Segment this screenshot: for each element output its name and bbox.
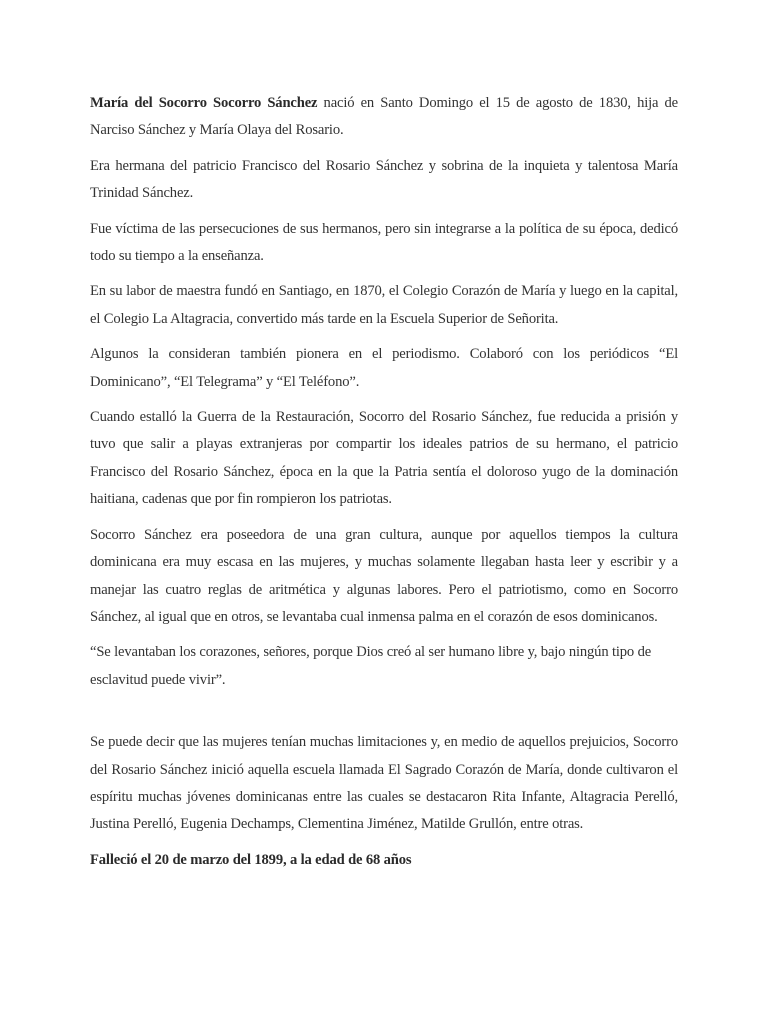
paragraph-restoration-war: Cuando estalló la Guerra de la Restauración, Socorro del Rosario Sánchez, fue reducida a prisión y tuvo que salir a playas extranjeras por compartir los ideales patrios de su hermano, el patricio Francisco del Rosario Sánchez, época en la que la Patria sentía el doloroso yugo de la dominación haitiana, cadenas que por fin rompieron los patriotas.	[90, 409, 678, 508]
paragraph-journalism: Algunos la consideran también pionera en el periodismo. Colaboró con los periódicos “El Dominicano”, “El Telegrama” y “El Teléfono”.	[90, 346, 678, 390]
paragraph-schools: En su labor de maestra fundó en Santiago, en 1870, el Colegio Corazón de María y luego en la capital, el Colegio La Altagracia, convertido más tarde en la Escuela Superior de Señorita.	[90, 283, 678, 327]
subject-name: María del Socorro Socorro Sánchez	[90, 95, 318, 111]
paragraph-sagrado-corazon: Se puede decir que las mujeres tenían muchas limitaciones y, en medio de aquellos prejuicios, Socorro del Rosario Sánchez inició aquella escuela llamada El Sagrado Corazón de María, donde cultivaron el espíritu muchas jóvenes dominicanas entre las cuales se destacaron Rita Infante, Altagracia Perelló, Justina Perelló, Eugenia Dechamps, Clementina Jiménez, Matilde Grullón, entre otras.	[90, 734, 678, 833]
paragraph-culture: Socorro Sánchez era poseedora de una gran cultura, aunque por aquellos tiempos la cultura dominicana era muy escasa en las mujeres, y muchas solamente llegaban hasta leer y escribir y a manejar las cuatro reglas de aritmética y algunas labores. Pero el patriotismo, como en Socorro Sánchez, al igual que en otros, se levantaba cual inmensa palma en el corazón de esos dominicanos.	[90, 526, 678, 625]
paragraph-death: Falleció el 20 de marzo del 1899, a la edad de 68 años	[90, 851, 412, 868]
paragraph-quote: “Se levantaban los corazones, señores, porque Dios creó al ser humano libre y, bajo ningún tipo de esclavitud puede vivir”.	[90, 644, 652, 688]
paragraph-family: Era hermana del patricio Francisco del Rosario Sánchez y sobrina de la inquieta y talentosa María Trinidad Sánchez.	[90, 157, 678, 202]
paragraph-persecution: Fue víctima de las persecuciones de sus hermanos, pero sin integrarse a la política de su época, dedicó todo su tiempo a la enseñanza.	[90, 220, 678, 265]
paragraph-birth	[90, 90, 678, 145]
document-body	[90, 90, 678, 882]
birth-details: nació en Santo Domingo el 15 de agosto de 1830, hija de Narciso Sánchez y María Olaya del Rosario.	[90, 95, 679, 139]
